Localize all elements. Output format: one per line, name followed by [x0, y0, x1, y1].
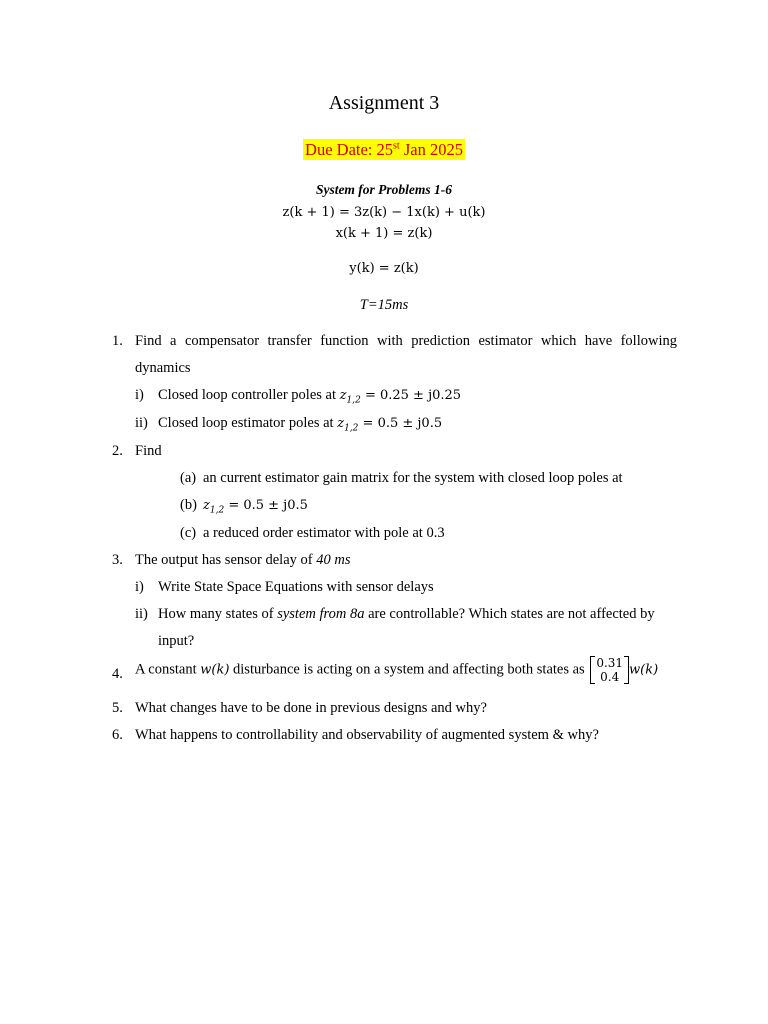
problem-2-b-label: (b): [180, 497, 197, 513]
problem-2-text: Find: [135, 443, 162, 459]
due-date: [0, 140, 768, 160]
problem-5-text: What changes have to be done in previous designs and why?: [135, 700, 487, 716]
problem-4-w: w(k): [200, 662, 230, 678]
problem-1-ii-desc: Closed loop estimator poles at: [158, 415, 338, 431]
problem-1-ii-sub: 1,2: [344, 423, 359, 434]
matrix-left-bracket: [590, 656, 595, 684]
problem-1-i-text: [158, 387, 461, 406]
problem-3-delay: 40 ms: [316, 552, 351, 568]
problem-2-number: 2.: [112, 443, 123, 459]
disturbance-matrix: [590, 656, 629, 684]
state-equation-2: x(k + 1) = z(k): [335, 226, 433, 241]
due-date-suffix: Jan 2025: [399, 140, 463, 159]
state-equation-1: z(k + 1) = 3z(k) − 1x(k) + u(k): [282, 205, 486, 220]
output-equation: y(k) = z(k): [349, 261, 419, 276]
problem-2-b-var-z: z: [203, 498, 210, 513]
problem-2-c-label: (c): [180, 525, 197, 541]
matrix-right-bracket: [624, 656, 629, 684]
problem-3-ii-text: [158, 606, 655, 623]
due-date-sup: st: [393, 140, 400, 152]
problem-6-text: What happens to controllability and observability of augmented system & why?: [135, 727, 599, 743]
problem-1-ii-var-z: z: [337, 416, 345, 431]
matrix-top-cell: 0.31: [596, 656, 624, 670]
problem-2-c-text: a reduced order estimator with pole at 0.3: [203, 525, 445, 541]
problem-5-number: 5.: [112, 700, 123, 716]
due-date-prefix: Due Date: 25: [305, 140, 394, 159]
problem-1-ii-label: ii): [135, 415, 148, 431]
problem-2-a-label: (a): [180, 470, 197, 486]
problem-4-post: w(k): [629, 662, 659, 678]
problem-1-ii-var: [337, 416, 359, 434]
problem-1-i-sub: 1,2: [346, 395, 361, 406]
problem-2-b-text: [203, 497, 308, 516]
problem-1-text: Find a compensator transfer function with prediction estimator which have following: [135, 333, 677, 349]
problem-1-ii-value: = 0.5 ± j0.5: [358, 416, 443, 431]
problem-3-i-label: i): [135, 579, 144, 595]
problem-3-ii-label: ii): [135, 606, 148, 622]
problem-3-text: [135, 552, 350, 569]
problem-3-number: 3.: [112, 552, 123, 568]
problem-1-text-cont: dynamics: [135, 360, 191, 376]
problem-2-b-var: [203, 498, 225, 516]
due-date-highlight: [303, 139, 465, 160]
problem-3-ii-italic: system from 8a: [277, 606, 365, 622]
problem-3-ii-text-cont: input?: [158, 633, 195, 649]
problem-4-mid: disturbance is acting on a system and affecting both states as: [229, 661, 589, 678]
problem-4-text: [135, 656, 658, 684]
problem-2-a-text: an current estimator gain matrix for the system with closed loop poles at: [203, 470, 623, 486]
matrix-bottom-cell: 0.4: [600, 670, 620, 684]
problem-3-desc: The output has sensor delay of: [135, 552, 317, 568]
sampling-period: T=15ms: [359, 297, 409, 313]
problem-3-ii-pre: How many states of: [158, 606, 278, 622]
problem-1-ii-text: [158, 415, 442, 434]
problem-1-number: 1.: [112, 333, 123, 349]
problem-4-number: 4.: [112, 666, 123, 682]
problem-1-i-value: = 0.25 ± j0.25: [360, 388, 462, 403]
problem-4-pre: A constant: [135, 661, 201, 678]
problem-2-b-value: = 0.5 ± j0.5: [224, 498, 308, 513]
problem-2-b-sub: 1,2: [209, 505, 225, 516]
problem-1-i-var-z: z: [339, 388, 347, 403]
problem-1-i-var: [339, 388, 361, 406]
problem-6-number: 6.: [112, 727, 123, 743]
problem-3-i-text: Write State Space Equations with sensor delays: [158, 579, 434, 595]
problem-1-i-label: i): [135, 387, 144, 403]
problem-3-ii-post: are controllable? Which states are not affected by: [364, 606, 655, 622]
page-title: Assignment 3: [328, 92, 440, 114]
problem-1-i-desc: Closed loop controller poles at: [158, 387, 340, 403]
system-heading: System for Problems 1-6: [315, 182, 453, 197]
